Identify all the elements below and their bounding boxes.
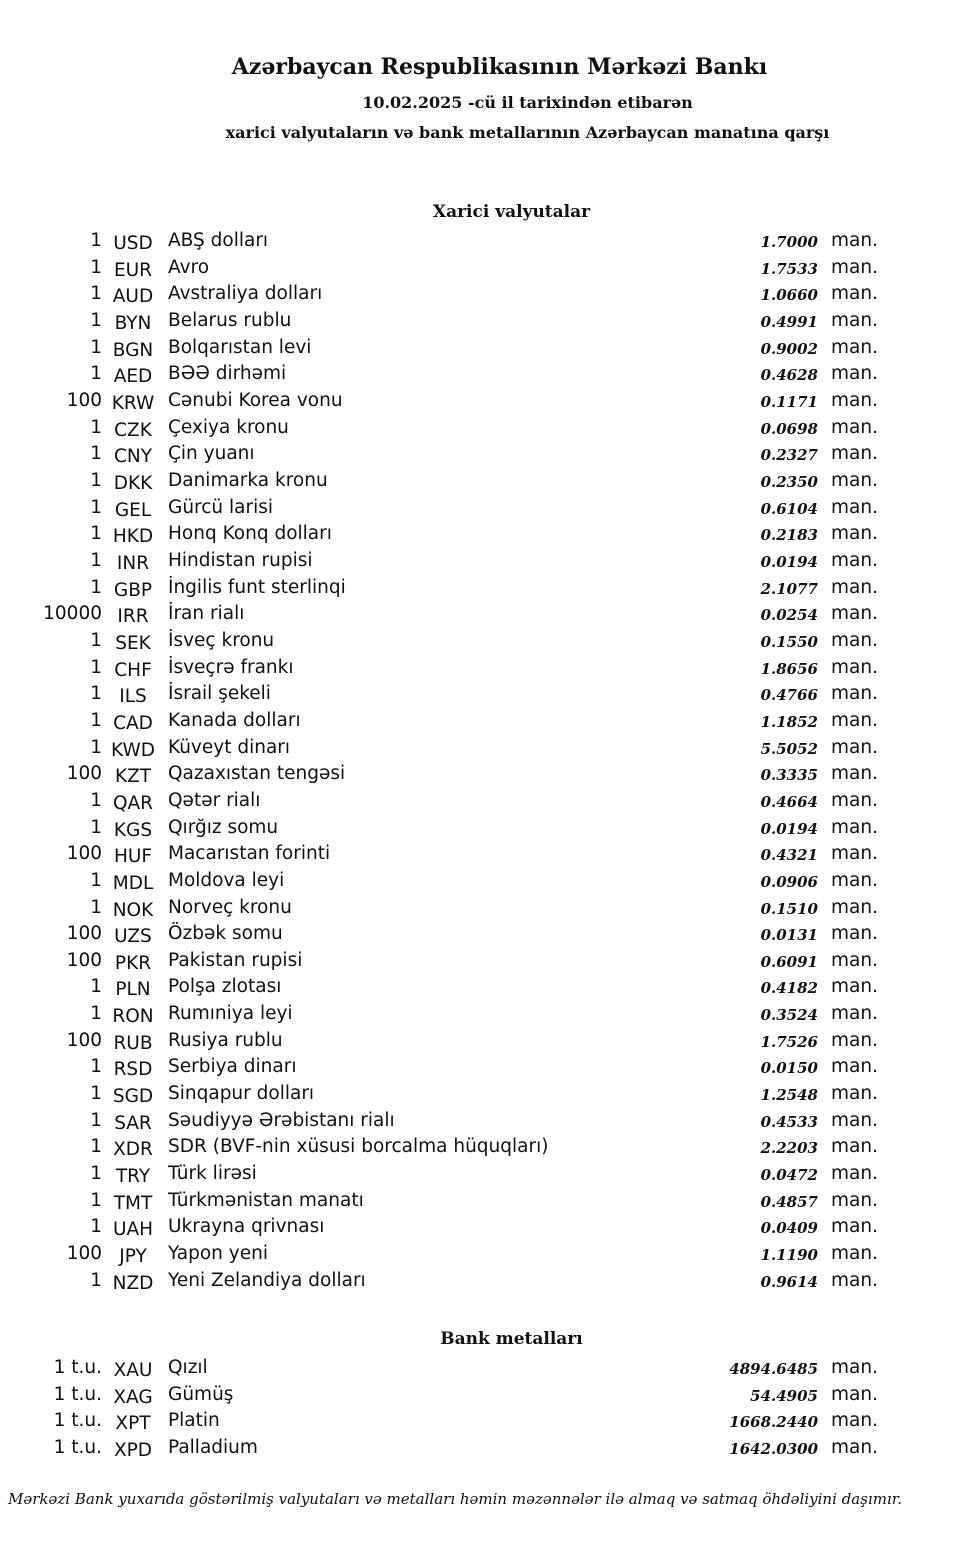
currency-code: HUF xyxy=(113,846,153,868)
rate-unit: man. xyxy=(831,363,878,385)
currency-code: GBP xyxy=(113,579,153,601)
rate-quantity: 100 xyxy=(66,843,102,865)
currency-name: Honq Konq dolları xyxy=(168,523,332,545)
currency-row xyxy=(0,577,975,603)
rate-quantity: 1 xyxy=(90,736,102,758)
exchange-rate: 0.1510 xyxy=(760,899,818,918)
currency-name: Gürcü larisi xyxy=(168,496,274,518)
currency-name: İsveçrə frankı xyxy=(168,656,294,678)
currency-code: PKR xyxy=(114,952,152,974)
metal-row xyxy=(0,1357,975,1383)
currency-row xyxy=(0,710,975,736)
exchange-rate: 0.1171 xyxy=(760,392,818,411)
currency-code: XAU xyxy=(113,1360,153,1381)
exchange-rate: 1.7526 xyxy=(760,1032,818,1051)
rate-quantity: 1 xyxy=(90,443,102,465)
currency-row xyxy=(0,1270,975,1296)
exchange-rate: 0.9002 xyxy=(760,339,818,358)
exchange-rate: 0.2183 xyxy=(760,526,818,545)
rate-unit: man. xyxy=(831,496,878,518)
currency-name: Səudiyyə Ərəbistanı rialı xyxy=(168,1109,395,1131)
rate-unit: man. xyxy=(831,336,878,358)
rate-unit: man. xyxy=(831,923,878,945)
rate-quantity: 100 xyxy=(66,923,102,945)
currency-name: Norveç kronu xyxy=(168,896,292,918)
rate-quantity: 1 xyxy=(90,523,102,545)
metal-row xyxy=(0,1437,975,1463)
currency-row xyxy=(0,550,975,576)
exchange-rate: 4894.6485 xyxy=(729,1360,818,1378)
rate-unit: man. xyxy=(831,843,878,865)
exchange-rate: 0.0698 xyxy=(760,419,818,438)
currency-code: KRW xyxy=(111,392,155,414)
rate-unit: man. xyxy=(831,230,878,251)
currency-name: Çexiya kronu xyxy=(168,416,289,438)
rate-quantity: 1 xyxy=(90,976,102,998)
currency-name: Yapon yeni xyxy=(168,1243,268,1265)
currency-row xyxy=(0,790,975,816)
currency-code: XPT xyxy=(115,1413,151,1435)
currency-row xyxy=(0,443,975,469)
currency-code: QAR xyxy=(112,792,154,814)
currency-code: UAH xyxy=(112,1219,154,1241)
rate-quantity: 100 xyxy=(66,1243,102,1265)
exchange-rate: 1.8656 xyxy=(760,659,818,678)
exchange-rate: 0.4664 xyxy=(760,792,818,811)
currency-name: Moldova leyi xyxy=(168,869,285,891)
metal-row xyxy=(0,1410,975,1436)
rate-quantity: 100 xyxy=(66,949,102,971)
currency-row xyxy=(0,1083,975,1109)
exchange-rate: 0.4533 xyxy=(760,1112,818,1131)
currency-code: NOK xyxy=(112,899,154,921)
rate-quantity: 1 xyxy=(90,283,102,305)
currency-row xyxy=(0,230,975,256)
currency-code: MDL xyxy=(112,872,154,894)
rate-unit: man. xyxy=(831,949,878,971)
currency-name: SDR (BVF-nin xüsusi borcalma hüquqları) xyxy=(168,1136,549,1158)
exchange-rate: 0.0472 xyxy=(760,1166,818,1185)
currency-name: İran rialı xyxy=(168,603,245,625)
rate-unit: man. xyxy=(831,389,878,411)
rate-unit: man. xyxy=(831,816,878,838)
exchange-rate: 0.3524 xyxy=(760,1006,818,1025)
exchange-rate: 1.0660 xyxy=(760,286,818,305)
currency-code: INR xyxy=(116,552,150,574)
currency-row xyxy=(0,257,975,283)
currency-name: Qırğız somu xyxy=(168,816,279,838)
currency-name: İsveç kronu xyxy=(168,629,275,651)
exchange-rate: 0.4321 xyxy=(760,846,818,865)
rate-unit: man. xyxy=(831,683,878,705)
currency-name: Rusiya rublu xyxy=(168,1029,283,1051)
rate-quantity: 10000 xyxy=(43,603,102,625)
currency-code: TMT xyxy=(113,1192,153,1214)
exchange-rate: 0.0194 xyxy=(760,819,818,838)
rate-unit: man. xyxy=(831,309,878,331)
currency-row xyxy=(0,1136,975,1162)
rate-unit: man. xyxy=(831,869,878,891)
currency-name: Gümüş xyxy=(168,1383,234,1405)
currency-code: AUD xyxy=(112,286,154,308)
currency-name: Çin yuanı xyxy=(168,443,255,465)
rate-unit: man. xyxy=(831,1383,878,1405)
currency-name: Danimarka kronu xyxy=(168,469,328,491)
currency-row xyxy=(0,870,975,896)
effective-date: 10.02.2025 -cü il tarixindən etibarən xyxy=(362,93,693,112)
exchange-rate: 1.2548 xyxy=(760,1086,818,1105)
currency-name: Qızıl xyxy=(168,1357,208,1378)
rate-unit: man. xyxy=(831,443,878,465)
exchange-rate: 1.7000 xyxy=(760,233,818,251)
currency-code: SEK xyxy=(115,632,151,654)
currency-row xyxy=(0,897,975,923)
exchange-rate: 1642.0300 xyxy=(729,1439,818,1458)
rate-quantity: 1 xyxy=(90,683,102,705)
currency-code: TRY xyxy=(115,1166,151,1188)
currency-code: HKD xyxy=(112,526,154,548)
rate-quantity: 100 xyxy=(66,1029,102,1051)
currency-name: Platin xyxy=(168,1410,220,1432)
rate-unit: man. xyxy=(831,416,878,438)
exchange-rate: 0.4628 xyxy=(760,366,818,385)
currency-row xyxy=(0,657,975,683)
rate-quantity: 1 xyxy=(90,1083,102,1105)
rate-unit: man. xyxy=(831,736,878,758)
rate-unit: man. xyxy=(831,1083,878,1105)
currency-row xyxy=(0,923,975,949)
exchange-rate: 0.4766 xyxy=(760,686,818,705)
currency-code: IRR xyxy=(117,606,149,628)
rate-quantity: 1 xyxy=(90,789,102,811)
currency-name: ABŞ dolları xyxy=(168,230,269,251)
currency-code: CNY xyxy=(113,446,153,468)
exchange-rate: 0.4991 xyxy=(760,312,818,331)
rate-quantity: 1 xyxy=(90,549,102,571)
exchange-rate: 0.0194 xyxy=(760,552,818,571)
currency-row xyxy=(0,1163,975,1189)
rate-quantity: 1 t.u. xyxy=(53,1436,102,1458)
rate-quantity: 1 xyxy=(90,256,102,278)
rate-quantity: 1 xyxy=(90,496,102,518)
currency-code: KZT xyxy=(114,766,152,788)
rate-unit: man. xyxy=(831,469,878,491)
rate-quantity: 1 xyxy=(90,1056,102,1078)
exchange-rate: 2.1077 xyxy=(760,579,818,598)
exchange-rate: 0.0131 xyxy=(760,926,818,945)
currency-row xyxy=(0,817,975,843)
rate-quantity: 1 xyxy=(90,1269,102,1291)
exchange-rate: 0.9614 xyxy=(760,1272,818,1291)
currency-name: Macarıstan forinti xyxy=(168,843,331,865)
currency-row xyxy=(0,310,975,336)
rate-unit: man. xyxy=(831,1269,878,1291)
currencies-heading: Xarici valyutalar xyxy=(432,202,591,222)
rate-unit: man. xyxy=(831,1410,878,1432)
rate-unit: man. xyxy=(831,656,878,678)
rate-unit: man. xyxy=(831,1003,878,1025)
currency-name: BƏƏ dirhəmi xyxy=(168,363,287,385)
currency-code: KWD xyxy=(110,739,155,761)
exchange-rate: 1.1852 xyxy=(760,712,818,731)
currency-row xyxy=(0,976,975,1002)
currency-row xyxy=(0,630,975,656)
exchange-rate: 0.0409 xyxy=(760,1219,818,1238)
currency-code: DKK xyxy=(113,472,153,494)
rate-quantity: 1 xyxy=(90,469,102,491)
currency-code: KGS xyxy=(113,819,153,841)
rate-quantity: 1 xyxy=(90,336,102,358)
rate-unit: man. xyxy=(831,1216,878,1238)
currency-name: Pakistan rupisi xyxy=(168,949,303,971)
currency-name: Avro xyxy=(168,256,210,278)
rate-unit: man. xyxy=(831,523,878,545)
exchange-rate: 1.7533 xyxy=(760,259,818,278)
rate-unit: man. xyxy=(831,1243,878,1265)
currency-code: PLN xyxy=(115,979,151,1001)
rate-unit: man. xyxy=(831,709,878,731)
currency-row xyxy=(0,1216,975,1242)
rate-unit: man. xyxy=(831,1163,878,1185)
rate-unit: man. xyxy=(831,789,878,811)
currency-row xyxy=(0,683,975,709)
rate-unit: man. xyxy=(831,896,878,918)
currency-name: İngilis funt sterlinqi xyxy=(168,576,346,598)
currency-row xyxy=(0,417,975,443)
currency-code: CZK xyxy=(114,419,152,441)
exchange-rate: 0.0254 xyxy=(760,606,818,625)
currency-name: Bolqarıstan levi xyxy=(168,336,312,358)
currency-code: RSD xyxy=(113,1059,153,1081)
currency-code: SGD xyxy=(112,1086,154,1108)
exchange-rate: 0.4857 xyxy=(760,1192,818,1211)
rate-quantity: 1 xyxy=(90,230,102,251)
currency-row xyxy=(0,763,975,789)
rate-unit: man. xyxy=(831,549,878,571)
currency-row xyxy=(0,1243,975,1269)
rate-unit: man. xyxy=(831,976,878,998)
currency-code: AED xyxy=(113,366,153,388)
currency-code: CHF xyxy=(114,659,152,681)
currency-name: Polşa zlotası xyxy=(168,976,282,998)
page-title: Azərbaycan Respublikasının Mərkəzi Bankı xyxy=(231,54,768,80)
currency-row xyxy=(0,1110,975,1136)
exchange-rate: 0.2327 xyxy=(760,446,818,465)
rate-unit: man. xyxy=(831,283,878,305)
currency-name: Rumıniya leyi xyxy=(168,1003,293,1025)
currency-row xyxy=(0,283,975,309)
rate-unit: man. xyxy=(831,763,878,785)
rate-unit: man. xyxy=(831,1029,878,1051)
currency-code: EUR xyxy=(113,259,153,281)
rate-quantity: 1 t.u. xyxy=(53,1410,102,1432)
currency-row xyxy=(0,1030,975,1056)
currency-code: BYN xyxy=(114,312,152,334)
exchange-rate: 1668.2440 xyxy=(729,1413,818,1432)
exchange-rate: 1.1190 xyxy=(760,1246,818,1265)
exchange-rate: 0.6104 xyxy=(760,499,818,518)
currency-code: CAD xyxy=(113,712,153,734)
disclaimer-footer: Mərkəzi Bank yuxarıda göstərilmiş valyutaları və metalları həmin məzənnələr ilə almaq və satmaq öhdəliyini daşımır. xyxy=(7,1490,903,1508)
rate-unit: man. xyxy=(831,603,878,625)
currency-code: XAG xyxy=(113,1386,153,1408)
rate-unit: man. xyxy=(831,1056,878,1078)
currency-name: Türkmənistan manatı xyxy=(168,1189,364,1211)
currency-name: Palladium xyxy=(168,1436,258,1458)
currency-row xyxy=(0,470,975,496)
currency-code: RON xyxy=(112,1006,154,1028)
rate-quantity: 1 xyxy=(90,629,102,651)
currency-name: Sinqapur dolları xyxy=(168,1083,315,1105)
rate-quantity: 1 xyxy=(90,1216,102,1238)
currency-row xyxy=(0,950,975,976)
currency-row xyxy=(0,1190,975,1216)
currency-row xyxy=(0,603,975,629)
rate-quantity: 100 xyxy=(66,763,102,785)
page-subtitle: xarici valyutaların və bank metallarının Azərbaycan manatına qarşı xyxy=(225,123,830,142)
exchange-rate: 0.0150 xyxy=(760,1059,818,1078)
currency-name: Özbək somu xyxy=(168,923,283,945)
rate-quantity: 1 xyxy=(90,709,102,731)
exchange-rate: 0.2350 xyxy=(760,472,818,491)
currency-code: USD xyxy=(113,233,153,254)
rate-unit: man. xyxy=(831,1189,878,1211)
currency-name: Avstraliya dolları xyxy=(168,283,323,305)
currency-name: Serbiya dinarı xyxy=(168,1056,297,1078)
currency-name: Küveyt dinarı xyxy=(168,736,291,758)
rate-quantity: 1 xyxy=(90,1109,102,1131)
currency-code: BGN xyxy=(112,339,154,361)
currency-name: Türk lirəsi xyxy=(168,1163,257,1185)
rate-quantity: 1 xyxy=(90,363,102,385)
exchange-rate: 0.0906 xyxy=(760,872,818,891)
currency-code: NZD xyxy=(112,1272,154,1294)
rate-quantity: 1 xyxy=(90,896,102,918)
currency-row xyxy=(0,337,975,363)
currency-name: Ukrayna qrivnası xyxy=(168,1216,325,1238)
rate-quantity: 1 xyxy=(90,1163,102,1185)
exchange-rate: 0.3335 xyxy=(760,766,818,785)
rate-unit: man. xyxy=(831,1136,878,1158)
rate-quantity: 100 xyxy=(66,389,102,411)
currency-name: Qətər rialı xyxy=(168,789,261,811)
currency-row xyxy=(0,523,975,549)
currency-name: Kanada dolları xyxy=(168,709,301,731)
rate-unit: man. xyxy=(831,1357,878,1378)
rate-quantity: 1 xyxy=(90,1136,102,1158)
rate-unit: man. xyxy=(831,1436,878,1458)
metals-heading: Bank metalları xyxy=(440,1329,583,1349)
currency-name: Cənubi Korea vonu xyxy=(168,389,343,411)
exchange-rate: 54.4905 xyxy=(750,1386,818,1405)
exchange-rate: 0.6091 xyxy=(760,952,818,971)
rate-unit: man. xyxy=(831,576,878,598)
currency-row xyxy=(0,497,975,523)
rate-unit: man. xyxy=(831,1109,878,1131)
currency-code: UZS xyxy=(114,926,152,948)
rate-quantity: 1 xyxy=(90,816,102,838)
currency-code: RUB xyxy=(113,1032,153,1054)
currency-name: Belarus rublu xyxy=(168,309,292,331)
rate-quantity: 1 t.u. xyxy=(53,1357,102,1378)
rate-quantity: 1 xyxy=(90,869,102,891)
currency-name: Hindistan rupisi xyxy=(168,549,313,571)
currency-row xyxy=(0,1003,975,1029)
currency-name: Qazaxıstan tengəsi xyxy=(168,763,346,785)
currency-code: SAR xyxy=(114,1112,152,1134)
rate-unit: man. xyxy=(831,629,878,651)
currency-code: JPY xyxy=(119,1246,147,1268)
exchange-rate: 5.5052 xyxy=(760,739,818,758)
currency-row xyxy=(0,737,975,763)
currency-code: GEL xyxy=(114,499,152,521)
currency-name: İsrail şekeli xyxy=(168,683,271,705)
currency-code: ILS xyxy=(119,686,147,708)
rate-quantity: 1 xyxy=(90,309,102,331)
rate-unit: man. xyxy=(831,256,878,278)
rate-quantity: 1 xyxy=(90,416,102,438)
currency-name: Yeni Zelandiya dolları xyxy=(168,1269,366,1291)
rate-quantity: 1 xyxy=(90,656,102,678)
currency-code: XDR xyxy=(113,1139,153,1161)
currency-row xyxy=(0,390,975,416)
rate-quantity: 1 xyxy=(90,1189,102,1211)
exchange-rate: 2.2203 xyxy=(760,1139,818,1158)
exchange-rate: 0.1550 xyxy=(760,632,818,651)
rate-quantity: 1 xyxy=(90,576,102,598)
metal-row xyxy=(0,1384,975,1410)
currency-row xyxy=(0,363,975,389)
rate-quantity: 1 xyxy=(90,1003,102,1025)
currency-code: XPD xyxy=(113,1439,153,1461)
exchange-rate: 0.4182 xyxy=(760,979,818,998)
rate-quantity: 1 t.u. xyxy=(53,1383,102,1405)
currency-row xyxy=(0,843,975,869)
currency-row xyxy=(0,1056,975,1082)
